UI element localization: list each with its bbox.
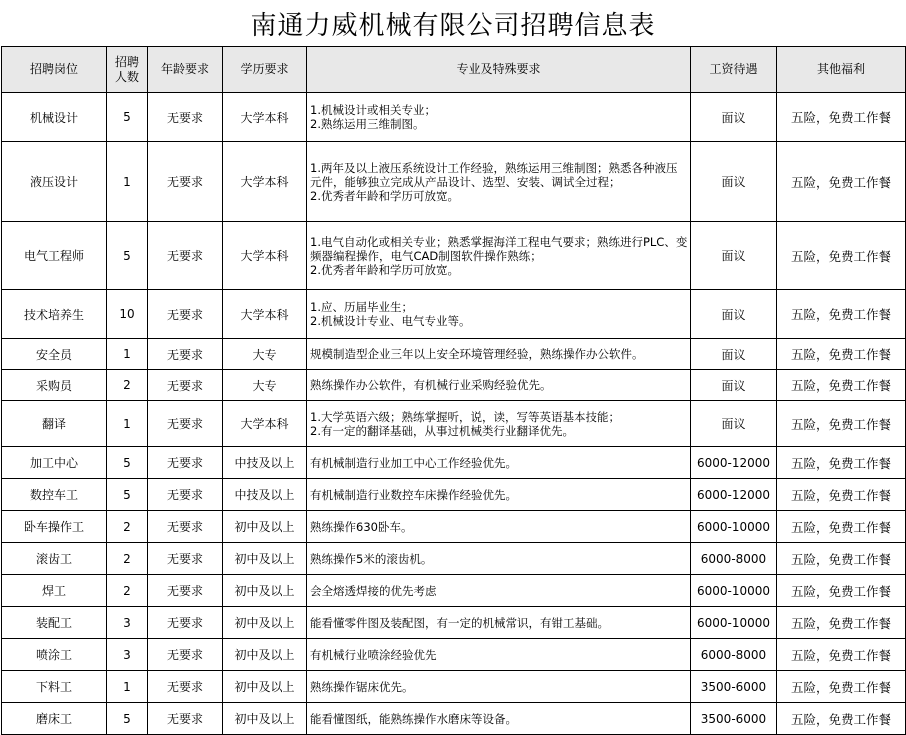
cell-position: 数控车工 — [2, 479, 107, 511]
cell-count: 5 — [107, 93, 148, 142]
cell-age: 无要求 — [148, 479, 223, 511]
cell-education: 大专 — [223, 370, 307, 401]
table-row — [2, 142, 906, 222]
cell-benefits: 五险，免费工作餐 — [777, 511, 906, 543]
cell-count: 2 — [107, 543, 148, 575]
table-row — [2, 290, 906, 339]
cell-count: 5 — [107, 479, 148, 511]
cell-requirements: 1.机械设计或相关专业； 2.熟练运用三维制图。 — [307, 93, 691, 142]
cell-salary: 面议 — [691, 339, 777, 370]
cell-salary: 面议 — [691, 93, 777, 142]
cell-benefits: 五险，免费工作餐 — [777, 479, 906, 511]
cell-education: 初中及以上 — [223, 575, 307, 607]
cell-education: 大学本科 — [223, 222, 307, 290]
cell-age: 无要求 — [148, 511, 223, 543]
cell-position: 焊工 — [2, 575, 107, 607]
cell-age: 无要求 — [148, 222, 223, 290]
cell-position: 装配工 — [2, 607, 107, 639]
cell-education: 大学本科 — [223, 93, 307, 142]
cell-count: 2 — [107, 575, 148, 607]
cell-salary: 面议 — [691, 401, 777, 447]
cell-education: 初中及以上 — [223, 543, 307, 575]
cell-education: 初中及以上 — [223, 511, 307, 543]
cell-count: 3 — [107, 607, 148, 639]
cell-salary: 6000-10000 — [691, 575, 777, 607]
table-row — [2, 639, 906, 671]
table-row — [2, 511, 906, 543]
cell-benefits: 五险，免费工作餐 — [777, 142, 906, 222]
cell-age: 无要求 — [148, 639, 223, 671]
cell-education: 大专 — [223, 339, 307, 370]
cell-requirements: 规模制造型企业三年以上安全环境管理经验，熟练操作办公软件。 — [307, 339, 691, 370]
cell-requirements: 熟练操作630卧车。 — [307, 511, 691, 543]
cell-requirements: 能看懂零件图及装配图，有一定的机械常识，有钳工基础。 — [307, 607, 691, 639]
cell-position: 翻译 — [2, 401, 107, 447]
cell-salary: 3500-6000 — [691, 703, 777, 735]
cell-salary: 面议 — [691, 370, 777, 401]
cell-count: 1 — [107, 401, 148, 447]
cell-position: 安全员 — [2, 339, 107, 370]
cell-benefits: 五险，免费工作餐 — [777, 339, 906, 370]
cell-salary: 6000-10000 — [691, 607, 777, 639]
cell-count: 1 — [107, 671, 148, 703]
header-requirements: 专业及特殊要求 — [307, 47, 691, 93]
cell-benefits: 五险，免费工作餐 — [777, 222, 906, 290]
cell-count: 1 — [107, 339, 148, 370]
cell-count: 5 — [107, 222, 148, 290]
cell-position: 卧车操作工 — [2, 511, 107, 543]
table-row — [2, 222, 906, 290]
cell-count: 5 — [107, 703, 148, 735]
cell-position: 技术培养生 — [2, 290, 107, 339]
header-education: 学历要求 — [223, 47, 307, 93]
cell-benefits: 五险，免费工作餐 — [777, 607, 906, 639]
cell-education: 大学本科 — [223, 142, 307, 222]
cell-position: 磨床工 — [2, 703, 107, 735]
cell-salary: 6000-8000 — [691, 543, 777, 575]
cell-age: 无要求 — [148, 142, 223, 222]
cell-age: 无要求 — [148, 447, 223, 479]
cell-education: 大学本科 — [223, 290, 307, 339]
table-row — [2, 479, 906, 511]
cell-count: 1 — [107, 142, 148, 222]
cell-requirements: 有机械行业喷涂经验优先 — [307, 639, 691, 671]
cell-benefits: 五险，免费工作餐 — [777, 93, 906, 142]
cell-age: 无要求 — [148, 671, 223, 703]
table-row — [2, 575, 906, 607]
cell-requirements: 能看懂图纸，能熟练操作水磨床等设备。 — [307, 703, 691, 735]
table-row — [2, 339, 906, 370]
cell-benefits: 五险，免费工作餐 — [777, 447, 906, 479]
cell-age: 无要求 — [148, 575, 223, 607]
cell-count: 10 — [107, 290, 148, 339]
cell-benefits: 五险，免费工作餐 — [777, 639, 906, 671]
table-row — [2, 370, 906, 401]
header-position: 招聘岗位 — [2, 47, 107, 93]
cell-requirements: 熟练操作5米的滚齿机。 — [307, 543, 691, 575]
table-row — [2, 607, 906, 639]
table-row — [2, 543, 906, 575]
cell-age: 无要求 — [148, 703, 223, 735]
cell-education: 初中及以上 — [223, 607, 307, 639]
cell-position: 下料工 — [2, 671, 107, 703]
cell-education: 初中及以上 — [223, 703, 307, 735]
cell-education: 中技及以上 — [223, 447, 307, 479]
table-row — [2, 671, 906, 703]
cell-requirements: 1.应、历届毕业生； 2.机械设计专业、电气专业等。 — [307, 290, 691, 339]
cell-education: 大学本科 — [223, 401, 307, 447]
cell-education: 初中及以上 — [223, 639, 307, 671]
cell-position: 喷涂工 — [2, 639, 107, 671]
header-age: 年龄要求 — [148, 47, 223, 93]
cell-salary: 3500-6000 — [691, 671, 777, 703]
table-row — [2, 703, 906, 735]
cell-age: 无要求 — [148, 370, 223, 401]
cell-education: 中技及以上 — [223, 479, 307, 511]
cell-position: 采购员 — [2, 370, 107, 401]
cell-count: 5 — [107, 447, 148, 479]
cell-salary: 6000-10000 — [691, 511, 777, 543]
cell-count: 2 — [107, 511, 148, 543]
cell-age: 无要求 — [148, 339, 223, 370]
cell-benefits: 五险，免费工作餐 — [777, 575, 906, 607]
cell-age: 无要求 — [148, 290, 223, 339]
page-title: 南通力威机械有限公司招聘信息表 — [250, 10, 656, 41]
cell-age: 无要求 — [148, 543, 223, 575]
cell-requirements: 熟练操作锯床优先。 — [307, 671, 691, 703]
cell-position: 滚齿工 — [2, 543, 107, 575]
header-count: 招聘 人数 — [107, 47, 148, 93]
cell-count: 3 — [107, 639, 148, 671]
cell-benefits: 五险，免费工作餐 — [777, 370, 906, 401]
cell-requirements: 有机械制造行业数控车床操作经验优先。 — [307, 479, 691, 511]
cell-salary: 面议 — [691, 290, 777, 339]
cell-education: 初中及以上 — [223, 671, 307, 703]
recruitment-table — [1, 46, 906, 735]
cell-age: 无要求 — [148, 93, 223, 142]
cell-position: 加工中心 — [2, 447, 107, 479]
cell-requirements: 会全熔透焊接的优先考虑 — [307, 575, 691, 607]
cell-benefits: 五险，免费工作餐 — [777, 290, 906, 339]
cell-age: 无要求 — [148, 607, 223, 639]
cell-age: 无要求 — [148, 401, 223, 447]
table-row — [2, 93, 906, 142]
cell-salary: 6000-12000 — [691, 479, 777, 511]
table-row — [2, 401, 906, 447]
cell-requirements: 1.大学英语六级；熟练掌握听，说，读，写等英语基本技能； 2.有一定的翻译基础，从事过机械类行业翻译优先。 — [307, 401, 691, 447]
cell-requirements: 熟练操作办公软件，有机械行业采购经验优先。 — [307, 370, 691, 401]
cell-requirements: 1.两年及以上液压系统设计工作经验，熟练运用三维制图；熟悉各种液压元件，能够独立完成从产品设计、选型、安装、调试全过程； 2.优秀者年龄和学历可放宽。 — [307, 142, 691, 222]
cell-benefits: 五险，免费工作餐 — [777, 671, 906, 703]
cell-position: 电气工程师 — [2, 222, 107, 290]
cell-salary: 面议 — [691, 142, 777, 222]
cell-requirements: 有机械制造行业加工中心工作经验优先。 — [307, 447, 691, 479]
cell-count: 2 — [107, 370, 148, 401]
header-salary: 工资待遇 — [691, 47, 777, 93]
cell-benefits: 五险，免费工作餐 — [777, 703, 906, 735]
header-row — [2, 47, 906, 93]
table-body — [2, 93, 906, 735]
cell-position: 机械设计 — [2, 93, 107, 142]
cell-salary: 6000-8000 — [691, 639, 777, 671]
header-benefits: 其他福利 — [777, 47, 906, 93]
cell-benefits: 五险，免费工作餐 — [777, 543, 906, 575]
cell-salary: 6000-12000 — [691, 447, 777, 479]
cell-position: 液压设计 — [2, 142, 107, 222]
table-row — [2, 447, 906, 479]
cell-salary: 面议 — [691, 222, 777, 290]
cell-requirements: 1.电气自动化或相关专业；熟悉掌握海洋工程电气要求；熟练进行PLC、变频器编程操作，电气CAD制图软件操作熟练； 2.优秀者年龄和学历可放宽。 — [307, 222, 691, 290]
cell-benefits: 五险，免费工作餐 — [777, 401, 906, 447]
